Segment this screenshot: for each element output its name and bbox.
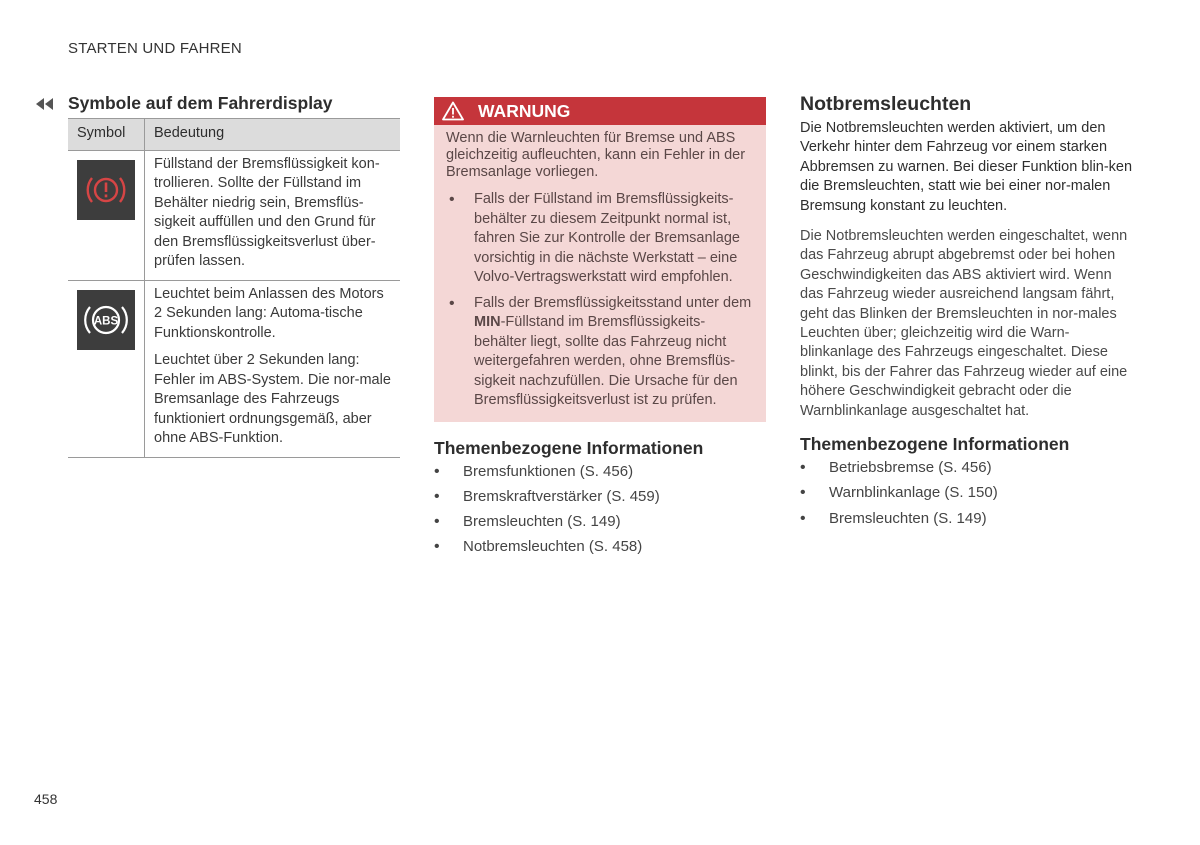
section-header: STARTEN UND FAHREN [68,40,242,57]
related-link[interactable]: • Bremsleuchten (S. 149) [434,509,766,534]
brake-warning-icon [77,160,135,220]
related-info-list [434,459,766,560]
emergency-brake-lights-section [800,93,1135,531]
warning-body [434,125,766,422]
related-info-list [800,455,1135,531]
related-link[interactable]: • Bremsfunktionen (S. 456) [434,459,766,484]
related-link[interactable]: • Betriebsbremse (S. 456) [800,455,1135,480]
warning-triangle-icon [442,101,464,121]
related-info-title: Themenbezogene Informationen [800,434,1070,455]
abs-icon [77,290,135,350]
warning-title: WARNUNG [478,100,571,121]
related-info-title: Themenbezogene Informationen [434,437,704,458]
warning-intro: Wenn die Warnleuchten für Bremse und ABS gleichzeitig aufleuchten, kann ein Fehler in der Bremsanlage vorliegen. [446,130,746,180]
abs-icon-label: ABS [93,315,119,327]
symbol-table-section [34,93,400,458]
warning-item: • Falls der Bremsflüssigkeitsstand unter dem MIN-Füllstand im Bremsflüssigkeits-behälter liegt, sollte das Fahrzeug nicht weitergefahren werden, ohne Bremsflüs-sigkeit nachzufüllen. Die Ursache für den Bremsflüssigkeitsverlust ist zu prüfen. [446,294,754,411]
page-number: 458 [34,791,58,807]
related-link[interactable]: • Warnblinkanlage (S. 150) [800,480,1135,505]
warning-header [434,97,766,125]
warning-list [446,190,754,411]
warning-item: • Falls der Füllstand im Bremsflüssigkeits-behälter zu diesem Zeitpunkt normal ist, fahren Sie zur Kontrolle der Bremsanlage vorsichtig in die nächste Werkstatt – eine Volvo-Vertragswerkstatt wird empfohlen. [446,190,754,288]
symbol-meaning-text: Leuchtet über 2 Sekunden lang: Fehler im ABS-System. Die nor-male Bremsanlage des Fahrzeugs funktioniert ordnungsgemäß, aber ohne ABS-Funktion. [154,352,391,446]
column-header-meaning: Bedeutung [145,119,401,151]
symbol-table [68,118,400,458]
section-title: Notbremsleuchten [800,93,972,115]
warning-section [434,97,766,560]
min-label: MIN [474,314,501,330]
paragraph: Die Notbremsleuchten werden aktiviert, um den Verkehr hinter dem Fahrzeug vor einem starken Abbremsen zu warnen. Bei dieser Funktion blin-ken die Bremsleuchten, statt wie bei einer nor-malen Bremsung konstant zu leuchten. [800,120,1133,214]
table-row [68,150,400,280]
related-link[interactable]: • Bremskraftverstärker (S. 459) [434,484,766,509]
table-row [68,280,400,457]
symbol-meaning-text: Leuchtet beim Anlassen des Motors 2 Sekunden lang: Automa-tische Funktionskontrolle. [154,285,384,341]
related-link[interactable]: • Notbremsleuchten (S. 458) [434,534,766,559]
column-header-symbol: Symbol [68,119,145,151]
related-link[interactable]: • Bremsleuchten (S. 149) [800,506,1135,531]
paragraph: Die Notbremsleuchten werden eingeschaltet, wenn das Fahrzeug abrupt abgebremst oder bei hohen Geschwindigkeiten das ABS aktiviert wird. Wenn das Fahrzeug wieder ausreichend langsam fährt, geht das Blinken der Bremsleuchten in nor-males Leuchten über; gleichzeitig wird die Warn-blinkanlage des Fahrzeugs eingeschaltet. Diese blinkt, bis der Fahrer das Fahrzeug wieder auf eine höhere Geschwindigkeit gebracht oder die Warnblinkanlage ausgeschaltet hat. [800,228,1128,419]
back-icon[interactable] [34,97,56,111]
symbol-table-title: Symbole auf dem Fahrerdisplay [68,93,333,113]
symbol-meaning-text: Füllstand der Bremsflüssigkeit kon-trollieren. Sollte der Füllstand im Behälter niedrig sein, Bremsflüs-sigkeit auffüllen und den Grund für den Bremsflüssigkeitsverlust über-prüfen lassen. [154,155,380,269]
